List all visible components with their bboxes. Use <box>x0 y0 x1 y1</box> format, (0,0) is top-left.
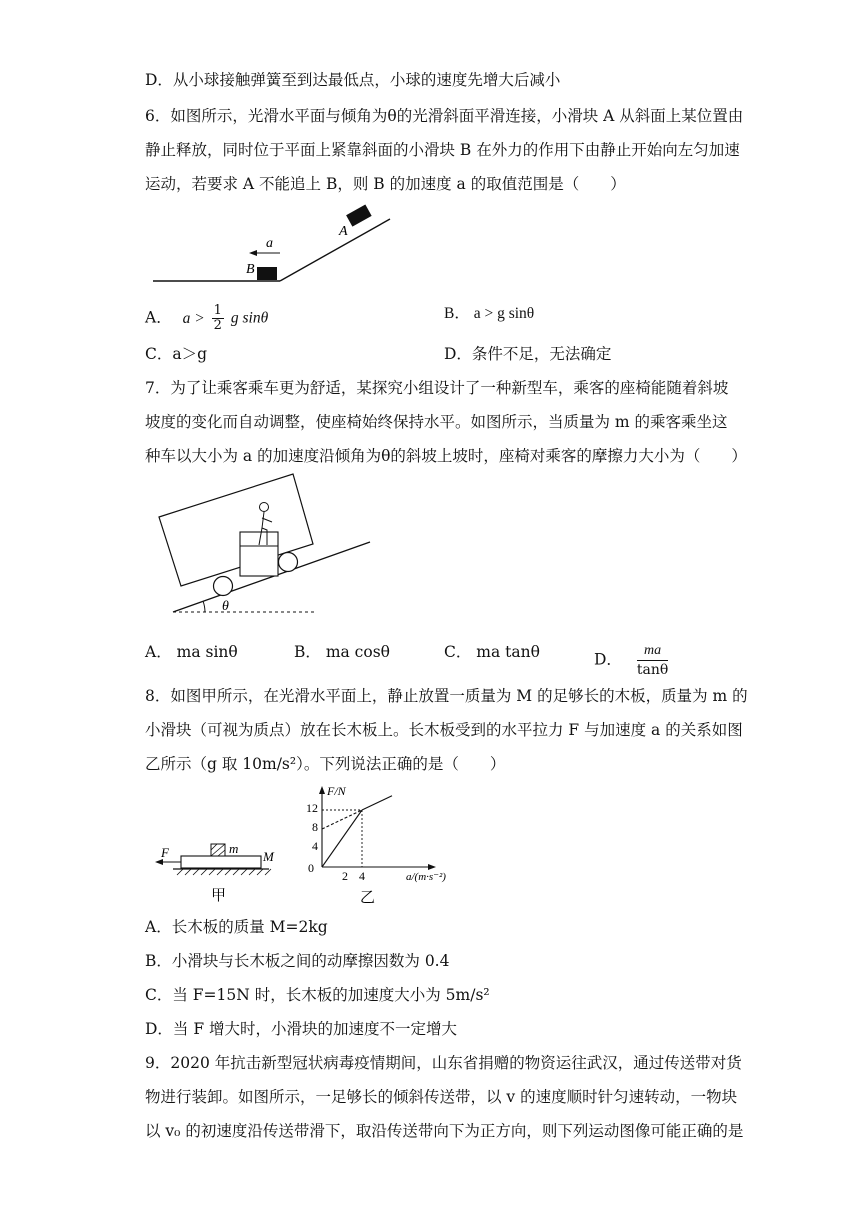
ground-hatch <box>177 869 271 875</box>
x-axis-arrow-icon <box>428 864 436 870</box>
label-a: a <box>266 236 273 251</box>
caption-jia: 甲 <box>211 888 227 904</box>
caption-yi: 乙 <box>360 890 376 906</box>
q8-stem-line-1: 8．如图甲所示，在光滑水平面上，静止放置一质量为 M 的足够长的木板，质量为 m 的 <box>145 687 748 705</box>
label-big-m: M <box>263 849 274 864</box>
angle-arc <box>203 601 205 612</box>
q7-option-b: B． ma cosθ <box>294 643 390 661</box>
y-tick-4: 4 <box>312 839 318 853</box>
q7-stem-line-2: 坡度的变化而自动调整，使座椅始终保持水平。如图所示，当质量为 m 的乘客乘坐这 <box>145 413 728 431</box>
label-f: F <box>161 845 169 860</box>
q8-option-d: D．当 F 增大时，小滑块的加速度不一定增大 <box>145 1020 458 1038</box>
q8-figure-yi-chart <box>300 778 450 908</box>
q6-stem-line-2: 静止释放，同时位于平面上紧靠斜面的小滑块 B 在外力的作用下由静止开始向左匀加速 <box>145 141 740 159</box>
q6-option-a: A． a > $\frac{1}{2}$ g sinθ <box>145 303 269 333</box>
series-line-2 <box>362 796 392 810</box>
q7-option-c: C． ma tanθ <box>444 643 540 661</box>
q9-stem-line-3: 以 v₀ 的初速度沿传送带滑下，取沿传送带向下为正方向，则下列运动图像可能正确的是 <box>145 1122 744 1140</box>
q9-stem-line-2: 物进行装卸。如图所示，一足够长的倾斜传送带，以 v 的速度顺时针匀速转动，一物块 <box>145 1088 738 1106</box>
x-tick-4: 4 <box>359 869 365 883</box>
q7-option-a: A． ma sinθ <box>145 643 238 661</box>
q6-stem-line-1: 6．如图所示，光滑水平面与倾角为θ的光滑斜面平滑连接，小滑块 A 从斜面上某位置由 <box>145 107 744 125</box>
series-line-1 <box>322 810 362 867</box>
q7-stem-line-1: 7．为了让乘客乘车更为舒适，某探究小组设计了一种新型车，乘客的座椅能随着斜坡 <box>145 379 729 397</box>
q8-stem-line-2: 小滑块（可视为质点）放在长木板上。长木板受到的水平拉力 F 与加速度 a 的关系如图 <box>145 721 743 739</box>
y-tick-8: 8 <box>312 820 318 834</box>
q6-option-b: B． a > g sinθ <box>444 305 535 322</box>
q7-option-d: D． $\frac{ma}{\tan\theta}$ <box>594 643 669 678</box>
q8-figure-jia <box>155 838 280 904</box>
y-axis-label: F/N <box>327 784 346 798</box>
label-theta: θ <box>222 599 229 614</box>
block-b <box>257 267 277 280</box>
label-b: B <box>246 262 255 277</box>
q9-stem-line-1: 9．2020 年抗击新型冠状病毒疫情期间，山东省捐赠的物资运往武汉，通过传送带对货 <box>145 1054 742 1072</box>
q5-option-d: D．从小球接触弹簧至到达最低点，小球的速度先增大后减小 <box>145 71 561 89</box>
block-a <box>346 205 372 227</box>
q7-car-figure <box>155 470 385 620</box>
wheel-front <box>279 553 298 572</box>
x-axis-label: a/(m·s⁻²) <box>406 871 446 883</box>
passenger-head <box>260 503 269 512</box>
wheel-rear <box>214 577 233 596</box>
q6-slope-figure <box>145 205 405 285</box>
q8-stem-line-3: 乙所示（g 取 10m/s²）。下列说法正确的是（ ） <box>145 755 506 773</box>
incline <box>280 219 390 281</box>
label-a-block: A <box>339 224 348 239</box>
y-tick-12: 12 <box>306 801 318 815</box>
seat-box <box>240 532 278 576</box>
q6-stem-line-3: 运动，若要求 A 不能追上 B，则 B 的加速度 a 的取值范围是（ ） <box>145 175 626 193</box>
q6-option-c: C．a＞g <box>145 345 208 363</box>
y-axis-arrow-icon <box>319 786 325 794</box>
q8-option-b: B．小滑块与长木板之间的动摩擦因数为 0.4 <box>145 952 450 970</box>
label-m: m <box>229 841 239 856</box>
x-tick-2: 2 <box>342 869 348 883</box>
long-board <box>181 856 261 868</box>
arrow-head-icon <box>249 250 257 256</box>
origin-label: 0 <box>308 861 314 875</box>
q8-option-a: A．长木板的质量 M=2kg <box>145 918 328 936</box>
q7-stem-line-3: 种车以大小为 a 的加速度沿倾角为θ的斜坡上坡时，座椅对乘客的摩擦力大小为（ ） <box>145 447 747 465</box>
q8-option-c: C．当 F=15N 时，长木板的加速度大小为 5m/s² <box>145 986 490 1004</box>
q6-option-d: D．条件不足，无法确定 <box>444 345 612 363</box>
